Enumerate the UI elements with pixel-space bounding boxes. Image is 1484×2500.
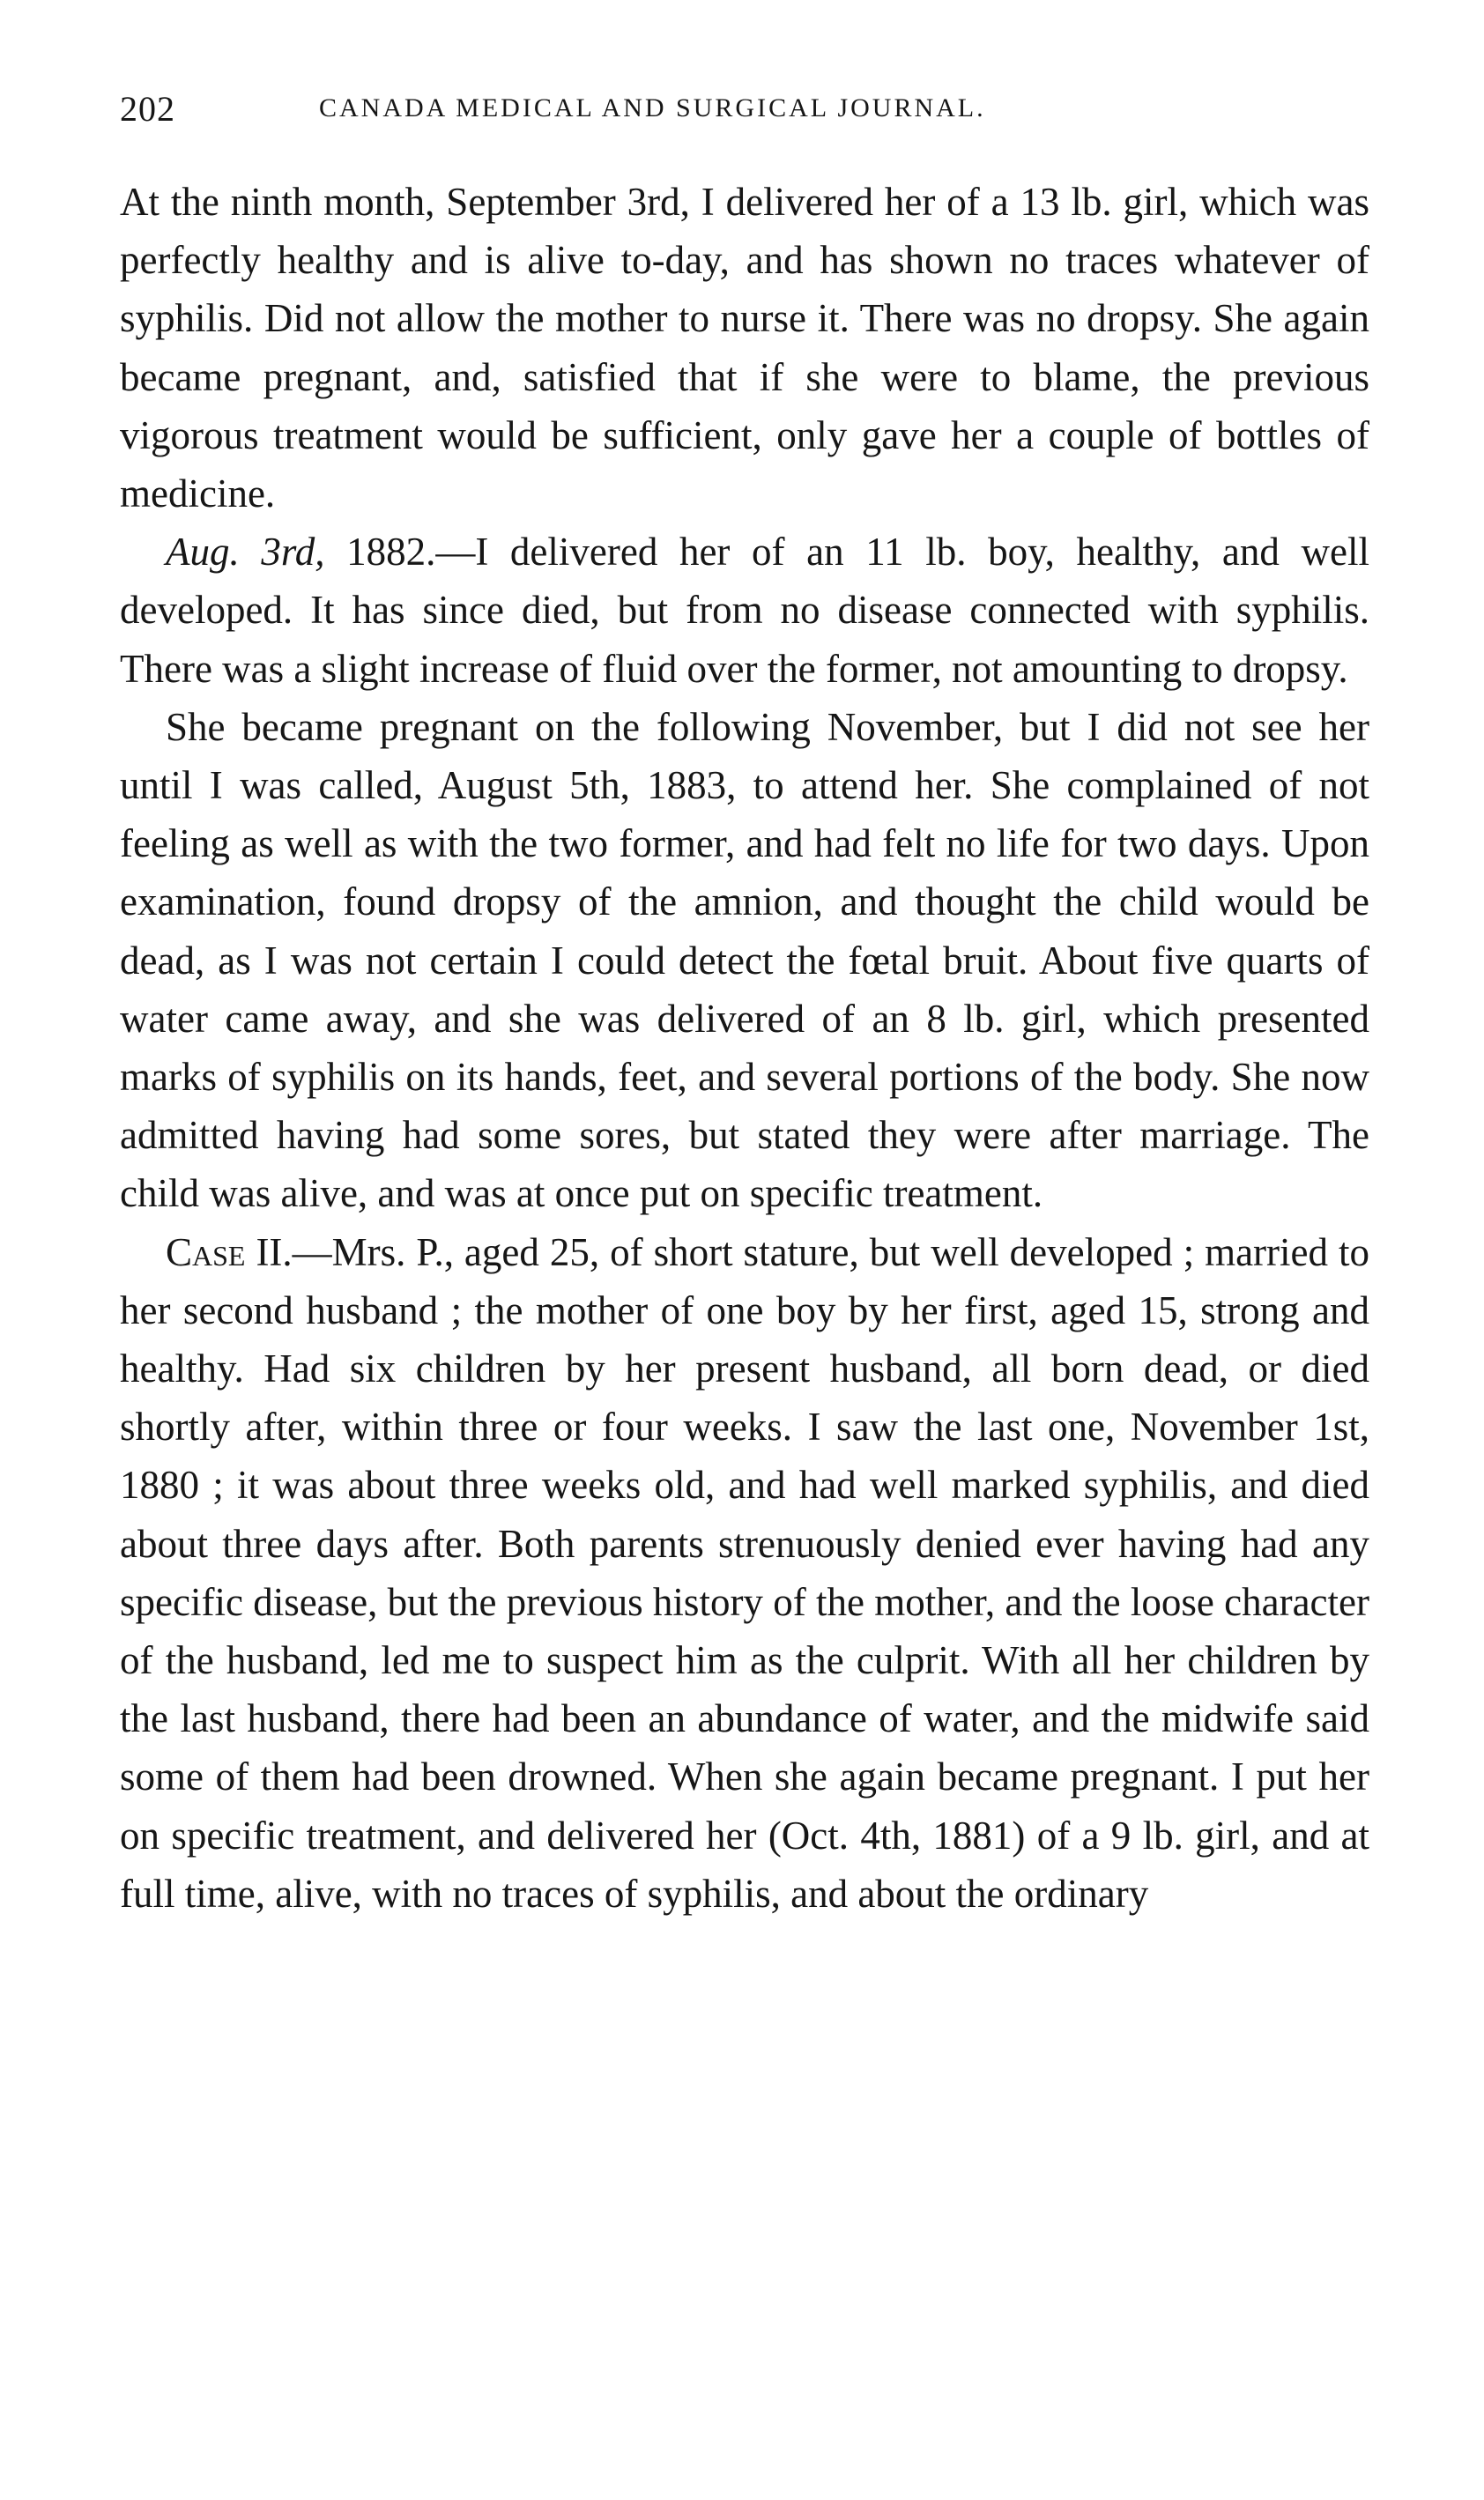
italic-date: Aug. 3rd, <box>166 530 325 575</box>
paragraph-case-two <box>120 1223 1369 1923</box>
paragraph-aug-1882 <box>120 523 1369 698</box>
paragraph-november-pregnancy <box>120 698 1369 1223</box>
page-number: 202 <box>120 89 175 129</box>
article-body <box>120 173 1369 1923</box>
paragraph-text: At the ninth month, September 3rd, I delivered her of a 13 lb. girl, which was perfectly healthy and is alive to-day, and has shown no traces whatever of syphilis. Did not allow the mother to nurse it. There was no dropsy. She again became pregnant, and, satisfied that if she were to blame, the previous vigorous treatment would be sufficient, only gave her a couple of bottles of medicine. <box>120 180 1369 516</box>
paragraph-text: She became pregnant on the following November, but I did not see her until I was called, August 5th, 1883, to attend her. She complained of not feeling as well as with the two former, and had felt no life for two days. Upon examination, found dropsy of the amnion, and thought the child would be dead, as I was not certain I could detect the fœtal bruit. About five quarts of water came away, and she was delivered of an 8 lb. girl, which presented marks of syphilis on its hands, feet, and several portions of the body. She now admitted having had some sores, but stated they were after marriage. The child was alive, and was at once put on specific treatment. <box>120 704 1369 1216</box>
case-label: Case II. <box>166 1229 293 1274</box>
running-title: CANADA MEDICAL AND SURGICAL JOURNAL. <box>319 93 986 122</box>
paragraph-text: —Mrs. P., aged 25, of short stature, but well developed ; married to her second husband ; the mother of one boy by her first, aged 15, strong and healthy. Had six children by her present husband, all born dead, or died shortly after, within three or four weeks. I saw the last one, November 1st, 1880 ; it was about three weeks old, and had well marked syphilis, and died about three days after. Both parents strenuously denied ever having had any specific disease, but the previous history of the mother, and the loose character of the husband, led me to suspect him as the culprit. With all her children by the last husband, there had been an abundance of water, and the midwife said some of them had been drowned. When she again became pregnant. I put her on specific treatment, and delivered her (Oct. 4th, 1881) of a 9 lb. girl, and at full time, alive, with no traces of syphilis, and about the ordinary <box>120 1229 1369 1916</box>
paragraph-text: 1882.—I delivered her of an 11 lb. boy, healthy, and well developed. It has since died, but from no disease connected with syphilis. There was a slight increase of fluid over the former, not amounting to dropsy. <box>120 530 1369 691</box>
page-header <box>120 88 1371 141</box>
paragraph-delivery-september <box>120 173 1369 523</box>
